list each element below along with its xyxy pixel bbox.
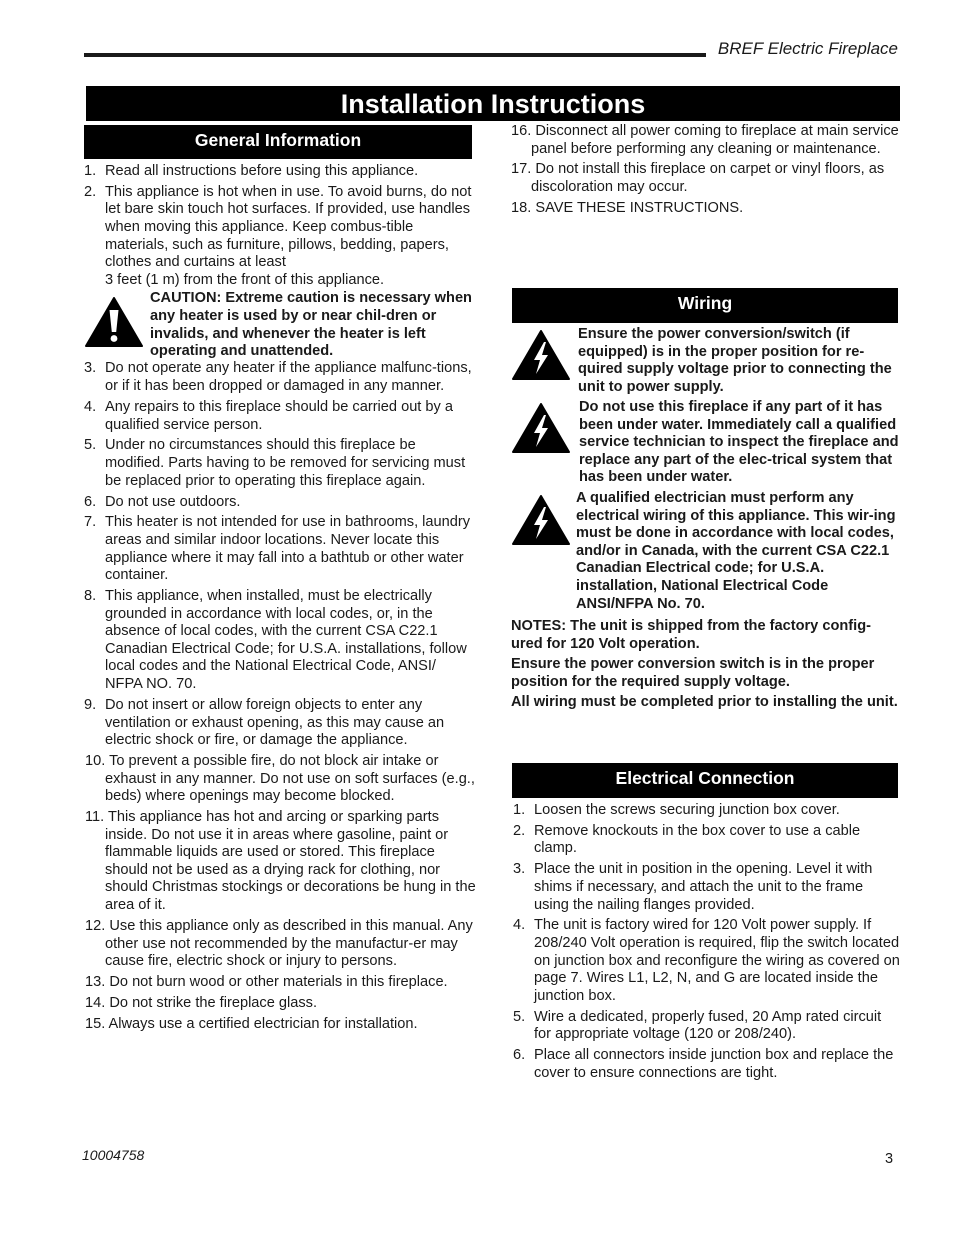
list-item: 15. Always use a certified electrician for installation. [85,1015,418,1032]
section-heading-general: General Information [84,125,472,159]
list-item: 6. Do not use outdoors. [84,493,241,510]
header-rule [84,53,706,57]
electrical-list [513,802,900,1086]
list-item: 3. Do not operate any heater if the appliance malfunc-tions, or if it has been dropped or damaged in any manner. [84,360,472,395]
electric-shock-triangle-icon [511,329,571,387]
shock-warning: Ensure the power conversion/switch (if equipped) is in the proper position for re-quired supply voltage prior to connecting the unit to power supply. [511,326,899,396]
document-number: 10004758 [82,1147,145,1163]
list-item: 4. The unit is factory wired for 120 Volt power supply. If 208/240 Volt operation is required, flip the switch located on junction box and reconfigure the wiring as covered on page 7. Wires L1, L2, N, and G are located inside the junction box. [513,917,900,1004]
note-paragraph: NOTES: The unit is shipped from the factory config-ured for 120 Volt operation. [511,618,871,652]
electric-shock-triangle-icon [511,494,571,552]
list-item: 7. This heater is not intended for use in bathrooms, laundry areas and similar indoor locations. Never locate this appliance where it may fall into a bathtub or other water container. [84,514,471,584]
list-item: 14. Do not strike the fireplace glass. [85,994,318,1011]
list-item: 11. This appliance has hot and arcing or sparking parts inside. Do not use it in areas where gasoline, paint or flammable liquids are used or stored. This fireplace should not be used as a drying rack for clothing, nor should Christmas stockings or decorations be hung in the area of it. [85,809,476,914]
caution-warning: CAUTION: Extreme caution is necessary when any heater is used by or near chil-dren or invalids, and whenever the heater is left operating and unattended. [84,290,476,356]
wiring-notes [511,618,899,712]
list-item: 3. Place the unit in position in the opening. Level it with shims if necessary, and attach the unit to the frame using the nailing flanges provided. [513,861,873,913]
list-item: 5. Wire a dedicated, properly fused, 20 Amp rated circuit for appropriate voltage (120 or 208/240). [513,1008,882,1043]
shock-warning: Do not use this fireplace if any part of it has been under water. Immediately call a qualified service technician to inspect the fireplace and replace any part of the elec-trical system that has been under water. [511,399,899,487]
list-item: 8. This appliance, when installed, must be electrically grounded in accordance with local codes, or, in the absence of local codes, with the current CSA C22.1 Canadian Electrical Code; for U.S.A. installations, follow local codes and the National Electrical Code, ANSI/ NFPA NO. 70. [84,588,467,693]
list-item: 17. Do not install this fireplace on carpet or vinyl floors, as discoloration may occur. [511,161,885,196]
note-paragraph: Ensure the power conversion switch is in the proper position for the required supply voltage. [511,656,875,690]
page-banner: Installation Instructions [86,86,900,121]
page-number: 3 [885,1151,894,1167]
section-heading-wiring: Wiring [512,288,898,323]
list-item: 1. Loosen the screws securing junction box cover. [513,802,840,818]
note-paragraph: All wiring must be completed prior to installing the unit. [511,694,898,711]
exclamation-triangle-icon [84,296,144,354]
general-list-right [511,123,899,221]
list-item: 18. SAVE THESE INSTRUCTIONS. [511,199,744,216]
general-list-left [84,163,476,1037]
list-item: 2. Remove knockouts in the box cover to use a cable clamp. [513,822,861,857]
list-item: 2. This appliance is hot when in use. To avoid burns, do not let bare skin touch hot surfaces. If provided, use handles when moving this appliance. Keep combus-tible materials, such as furniture, pillows, bedding, papers, clothes and curtains at least 3 feet (1 m) from the front of this appliance. [84,183,472,288]
shock-warning: A qualified electrician must perform any electrical wiring of this appliance. This wir-ing must be done in accordance with local codes, and/or in Canada, with the current CSA C22.1 Canadian Electrical code; for U.S.A. installation, National Electrical Code ANSI/NFPA No. 70. [511,490,899,612]
list-item: 10. To prevent a possible fire, do not block air intake or exhaust in any manner. Do not use on soft surfaces (e.g., beds) where openings may become blocked. [85,753,475,805]
list-item: 5. Under no circumstances should this fireplace be modified. Parts having to be removed for servicing must be replaced prior to operating this fireplace again. [84,437,466,489]
list-item: 4. Any repairs to this fireplace should be carried out by a qualified service person. [84,398,454,433]
list-item: 1. Read all instructions before using this appliance. [84,163,419,179]
document-title: BREF Electric Fireplace [717,39,898,58]
electric-shock-triangle-icon [511,402,571,460]
list-item: 6. Place all connectors inside junction box and replace the cover to ensure connections are tight. [513,1047,894,1081]
section-heading-electrical: Electrical Connection [512,763,898,798]
wiring-warnings [511,326,899,715]
list-item: 13. Do not burn wood or other materials in this fireplace. [85,974,448,991]
list-item: 9. Do not insert or allow foreign objects to enter any ventilation or exhaust opening, as this may cause an electric shock or fire, or damage the appliance. [84,696,445,749]
list-item: 12. Use this appliance only as described in this manual. Any other use not recommended by the manufactur-er may cause fire, electric shock or injury to persons. [85,917,473,970]
list-item: 16. Disconnect all power coming to fireplace at main service panel before performing any cleaning or maintenance. [511,123,899,157]
